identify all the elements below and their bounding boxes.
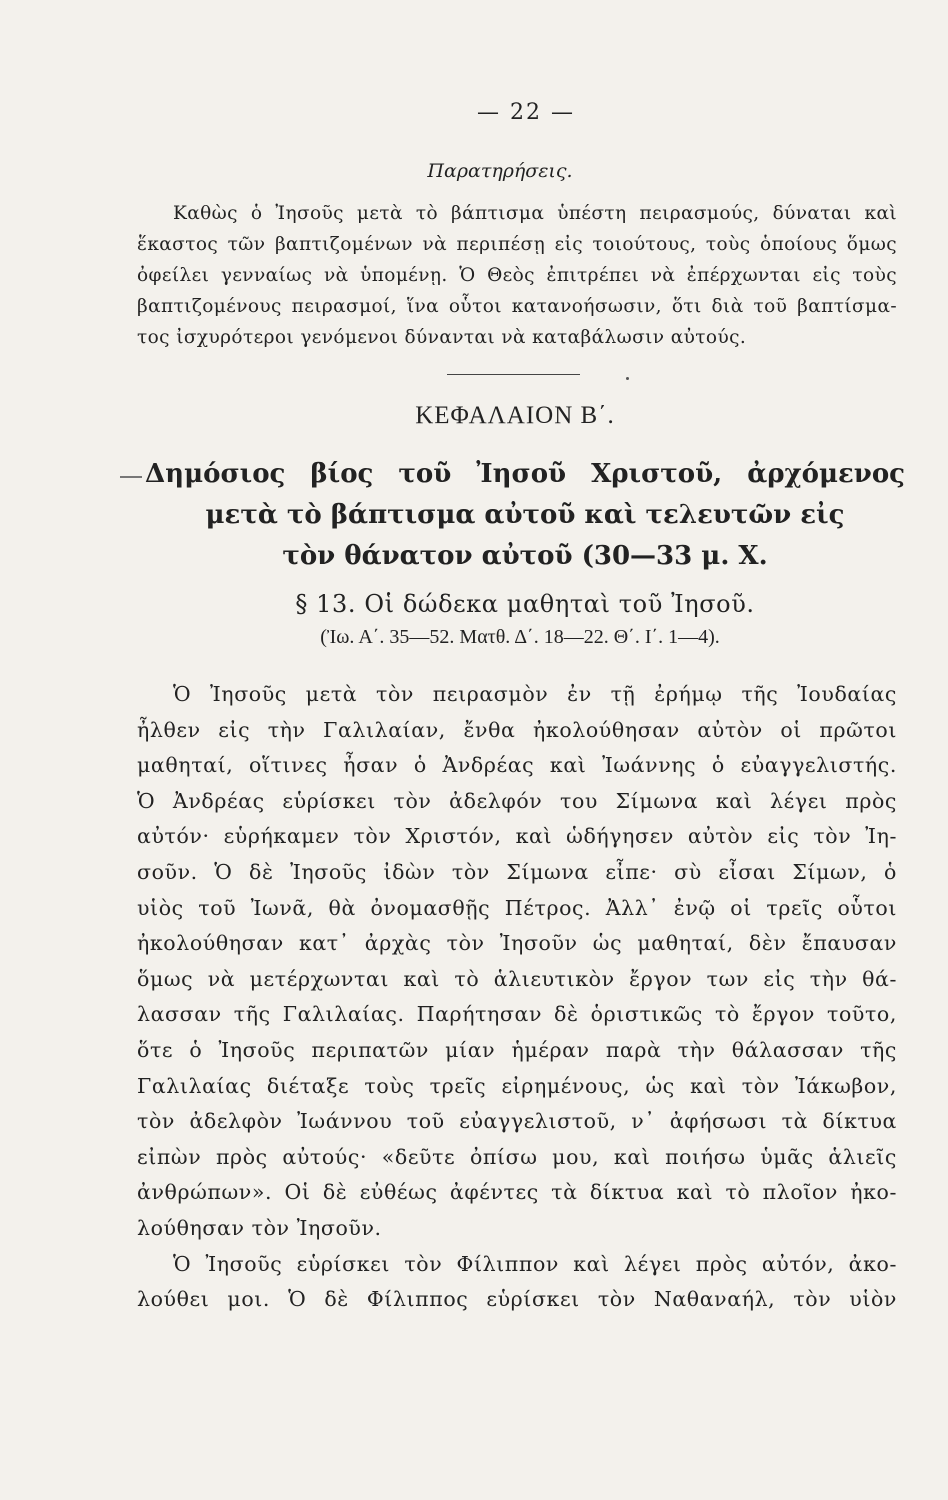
observations-heading: Παρατηρήσεις. <box>427 160 573 182</box>
body-line: Ὁ Ἰησοῦς μετὰ τὸν πειρασμὸν ἐν τῇ ἐρήμῳ τῆς Ἰουδαίας <box>173 682 897 706</box>
separator-dot <box>626 377 629 380</box>
body-line: Ὁ Ἰησοῦς εὑρίσκει τὸν Φίλιππον καὶ λέγει πρὸς αὐτόν, ἀκο- <box>173 1251 897 1276</box>
observations-paragraph <box>137 198 897 353</box>
body-line: εἰπὼν πρὸς αὐτούς· «δεῦτε ὀπίσω μου, καὶ ποιήσω ὑμᾶς ἁλιεῖς <box>137 1144 897 1169</box>
section-heading: § 13. Οἱ δώδεκα μαθηταὶ τοῦ Ἰησοῦ. <box>295 590 755 618</box>
chapter-heading: ΚΕΦΑΛΑΙΟΝ Β΄. <box>415 402 615 429</box>
body-line: σοῦν. Ὁ δὲ Ἰησοῦς ἰδὼν τὸν Σίμωνα εἶπε· σὺ εἶσαι Σίμων, ὁ <box>137 859 897 884</box>
body-line: υἱὸς τοῦ Ἰωνᾶ, θὰ ὀνομασθῇς Πέτρος. Ἀλλ᾽ ἐνῷ οἱ τρεῖς οὗτοι <box>137 895 897 920</box>
body-line: λούθει μοι. Ὁ δὲ Φίλιππος εὑρίσκει τὸν Ναθαναήλ, τὸν υἱὸν <box>137 1287 897 1312</box>
chapter-title-dash <box>120 476 142 478</box>
body-line: ἦλθεν εἰς τὴν Γαλιλαίαν, ἔνθα ἠκολούθησαν αὐτὸν οἱ πρῶτοι <box>137 717 897 742</box>
body-line: ὅμως νὰ μετέρχωνται καὶ τὸ ἁλιευτικὸν ἔργον των εἰς τὴν θά- <box>137 966 897 991</box>
body-line: ἀνθρώπων». Οἱ δὲ εὐθέως ἀφέντες τὰ δίκτυα καὶ τὸ πλοῖον ἠκο- <box>137 1180 897 1205</box>
body-line: Ὁ Ἀνδρέας εὑρίσκει τὸν ἀδελφόν του Σίμωνα καὶ λέγει πρὸς <box>137 788 897 813</box>
chapter-title-line: μετὰ τὸ βάπτισμα αὐτοῦ καὶ τελευτῶν εἰς <box>205 500 845 530</box>
body-text <box>137 677 897 1318</box>
body-line: ὅτε ὁ Ἰησοῦς περιπατῶν μίαν ἡμέραν παρὰ τὴν θάλασσαν τῆς <box>137 1037 897 1062</box>
page-number: — 22 — <box>477 100 575 125</box>
body-line: τὸν ἀδελφὸν Ἰωάννου τοῦ εὐαγγελιστοῦ, ν᾽ ἀφήσωσι τὰ δίκτυα <box>137 1109 897 1134</box>
observations-line: ἕκαστος τῶν βαπτιζομένων νὰ περιπέσῃ εἰς τοιούτους, τοὺς ὁποίους ὅμως <box>137 234 897 255</box>
observations-line: ὀφείλει γενναίως νὰ ὑπομένῃ. Ὁ Θεὸς ἐπιτρέπει νὰ ἐπέρχωνται εἰς τοὺς <box>137 265 897 286</box>
scripture-references: (Ἰω. Α΄. 35—52. Ματθ. Δ΄. 18—22. Θ΄. Ι΄. 1—4). <box>320 626 720 648</box>
observations-line: Καθὼς ὁ Ἰησοῦς μετὰ τὸ βάπτισμα ὑπέστη πειρασμούς, δύναται καὶ <box>173 203 897 224</box>
body-line: λούθησαν τὸν Ἰησοῦν. <box>137 1215 382 1240</box>
body-line: λασσαν τῆς Γαλιλαίας. Παρήτησαν δὲ ὁριστικῶς τὸ ἔργον τοῦτο, <box>137 1002 897 1027</box>
body-line: ἠκολούθησαν κατ᾽ ἀρχὰς τὸν Ἰησοῦν ὡς μαθηταί, δὲν ἔπαυσαν <box>137 931 897 956</box>
body-line: μαθηταί, οἵτινες ἦσαν ὁ Ἀνδρέας καὶ Ἰωάννης ὁ εὐαγγελιστής. <box>137 753 897 778</box>
observations-line: βαπτιζομένους πειρασμοί, ἵνα οὗτοι κατανοήσωσιν, ὅτι διὰ τοῦ βαπτίσμα- <box>137 296 897 317</box>
section-separator-rule <box>447 374 580 375</box>
chapter-title-line: τὸν θάνατον αὐτοῦ (30—33 μ. Χ. <box>282 541 768 571</box>
chapter-title-line: Δημόσιος βίος τοῦ Ἰησοῦ Χριστοῦ, ἀρχόμενος <box>145 459 905 489</box>
body-line: Γαλιλαίας διέταξε τοὺς τρεῖς εἰρημένους, ὡς καὶ τὸν Ἰάκωβον, <box>137 1073 897 1098</box>
observations-line: τος ἰσχυρότεροι γενόμενοι δύνανται νὰ καταβάλωσιν αὐτούς. <box>137 327 747 348</box>
body-line: αὐτόν· εὑρήκαμεν τὸν Χριστόν, καὶ ὡδήγησεν αὐτὸν εἰς τὸν Ἰη- <box>137 824 897 849</box>
chapter-title <box>145 454 905 577</box>
